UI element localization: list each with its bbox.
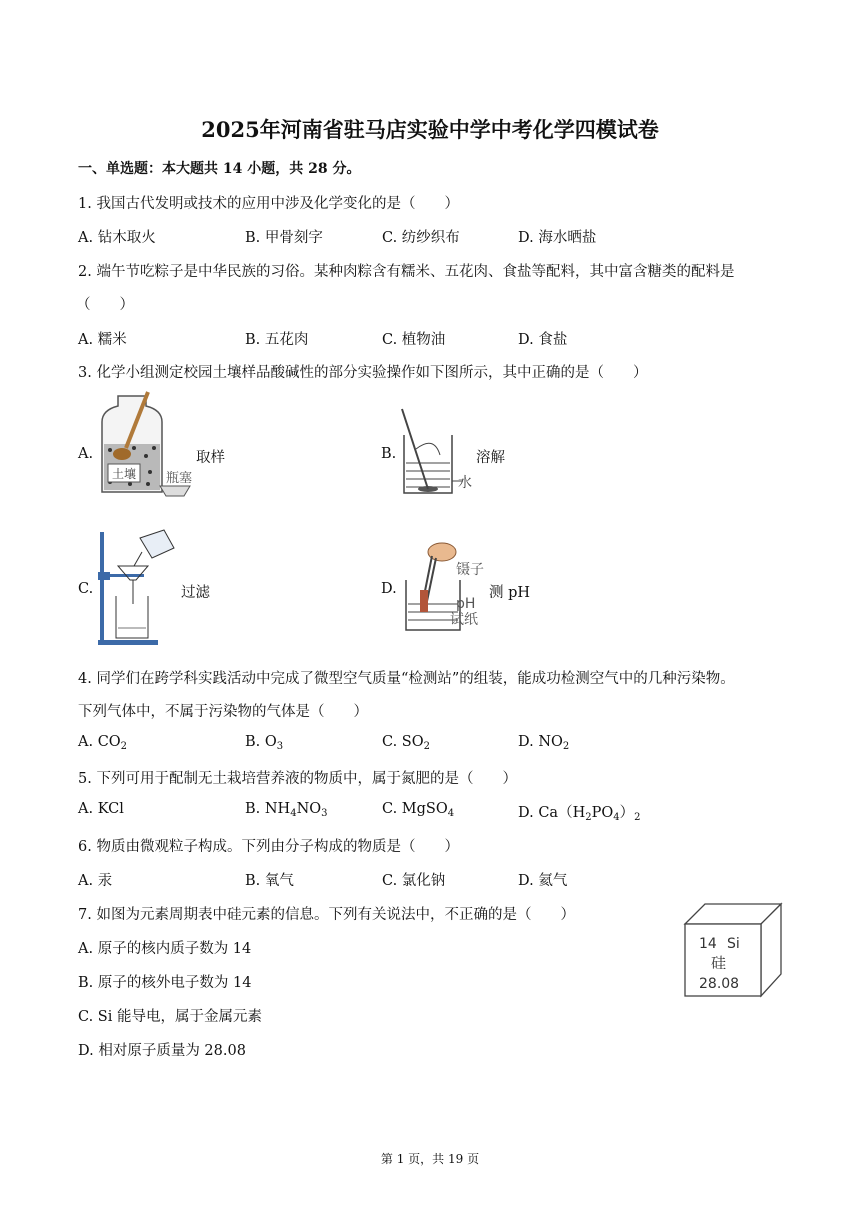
question-7-stem: 7. 如图为元素周期表中硅元素的信息。下列有关说法中，不正确的是（ ）	[78, 907, 575, 923]
q1-option-a: A. 钻木取火	[78, 230, 156, 246]
question-6-stem: 6. 物质由微观粒子构成。下列由分子构成的物质是（ ）	[78, 839, 459, 855]
question-3-stem: 3. 化学小组测定校园土壤样品酸碱性的部分实验操作如下图所示，其中正确的是（ ）	[78, 365, 648, 381]
ph-test-figure	[398, 540, 498, 636]
q3-option-c-letter: C.	[78, 581, 94, 597]
soil-tag: 土壤	[112, 467, 137, 481]
q2-option-d: D. 食盐	[518, 332, 568, 348]
q1-option-d: D. 海水晒盐	[518, 230, 597, 246]
question-5-stem: 5. 下列可用于配制无土栽培营养液的物质中，属于氮肥的是（ ）	[78, 771, 517, 787]
q5-option-d: D. $Ca(H_2PO_4)_2$	[518, 805, 641, 823]
q6-option-a: A. 汞	[78, 873, 113, 889]
q4-option-d: D. $NO_2$	[518, 734, 570, 752]
q5-option-b: B. $NH_4NO_3$	[245, 801, 328, 819]
q4-option-b: B. $O_3$	[245, 734, 284, 752]
q2-option-a: A. 糯米	[78, 332, 127, 348]
question-4-stem-line2: 下列气体中，不属于污染物的气体是（ ）	[78, 704, 368, 720]
question-2-stem-line2: （ ）	[76, 297, 134, 313]
q2-option-b: B. 五花肉	[245, 332, 309, 348]
q4-option-a: A. $CO_2$	[78, 734, 128, 752]
ph-tag: pH	[456, 596, 476, 612]
q1-option-b: B. 甲骨刻字	[245, 230, 323, 246]
q3-option-c-label: 过滤	[181, 585, 210, 601]
q3-option-a-label: 取样	[196, 450, 225, 466]
q2-option-c: C. 植物油	[382, 332, 446, 348]
element-name: 硅	[711, 954, 727, 972]
q7-option-c: C. Si 能导电，属于金属元素	[78, 1009, 262, 1025]
water-tag: 水	[458, 475, 472, 491]
tweezers-tag: 镊子	[456, 562, 484, 578]
question-4-stem-line1: 4. 同学们在跨学科实践活动中完成了微型空气质量“检测站”的组装，能成功检测空气中的几种污染物。	[78, 671, 735, 687]
q3-option-d-letter: D.	[381, 581, 397, 597]
q3-option-a-letter: A.	[78, 446, 94, 462]
stopper-tag: 瓶塞	[166, 471, 193, 486]
q5-option-a: A. KCl	[78, 801, 124, 817]
question-1-stem: 1. 我国古代发明或技术的应用中涉及化学变化的是（ ）	[78, 196, 459, 212]
q7-option-b: B. 原子的核外电子数为 14	[78, 975, 252, 991]
q7-option-d: D. 相对原子质量为 28.08	[78, 1043, 246, 1059]
dissolving-figure	[396, 405, 486, 495]
element-symbol: Si	[727, 936, 740, 952]
test-paper-tag: 试纸	[450, 612, 478, 628]
page-footer: 第 1 页，共 19 页	[380, 1152, 480, 1166]
section-heading: 一、单选题：本大题共 14 小题，共 28 分。	[78, 161, 361, 177]
page-title: 2025年河南省驻马店实验中学中考化学四模试卷	[201, 117, 659, 142]
q3-option-d-label: 测 pH	[489, 585, 531, 601]
atomic-number: 14	[699, 936, 717, 952]
q3-option-b-label: 溶解	[476, 450, 505, 466]
q4-option-c: C. $SO_2$	[382, 734, 430, 752]
q5-option-c: C. MgSO$_4$	[382, 801, 455, 819]
soil-sampling-figure	[88, 388, 198, 508]
q1-option-c: C. 纺纱织布	[382, 230, 460, 246]
q6-option-d: D. 氦气	[518, 873, 568, 889]
q6-option-b: B. 氧气	[245, 873, 294, 889]
atomic-mass: 28.08	[699, 976, 740, 992]
q7-option-a: A. 原子的核内质子数为 14	[78, 941, 252, 957]
silicon-element-cell	[683, 902, 783, 998]
q3-option-b-letter: B.	[381, 446, 397, 462]
q6-option-c: C. 氯化钠	[382, 873, 446, 889]
filtration-figure	[94, 528, 184, 646]
question-2-stem-line1: 2. 端午节吃粽子是中华民族的习俗。某种肉粽含有糯米、五花肉、食盐等配料，其中富含糖类的配料是	[78, 264, 735, 280]
